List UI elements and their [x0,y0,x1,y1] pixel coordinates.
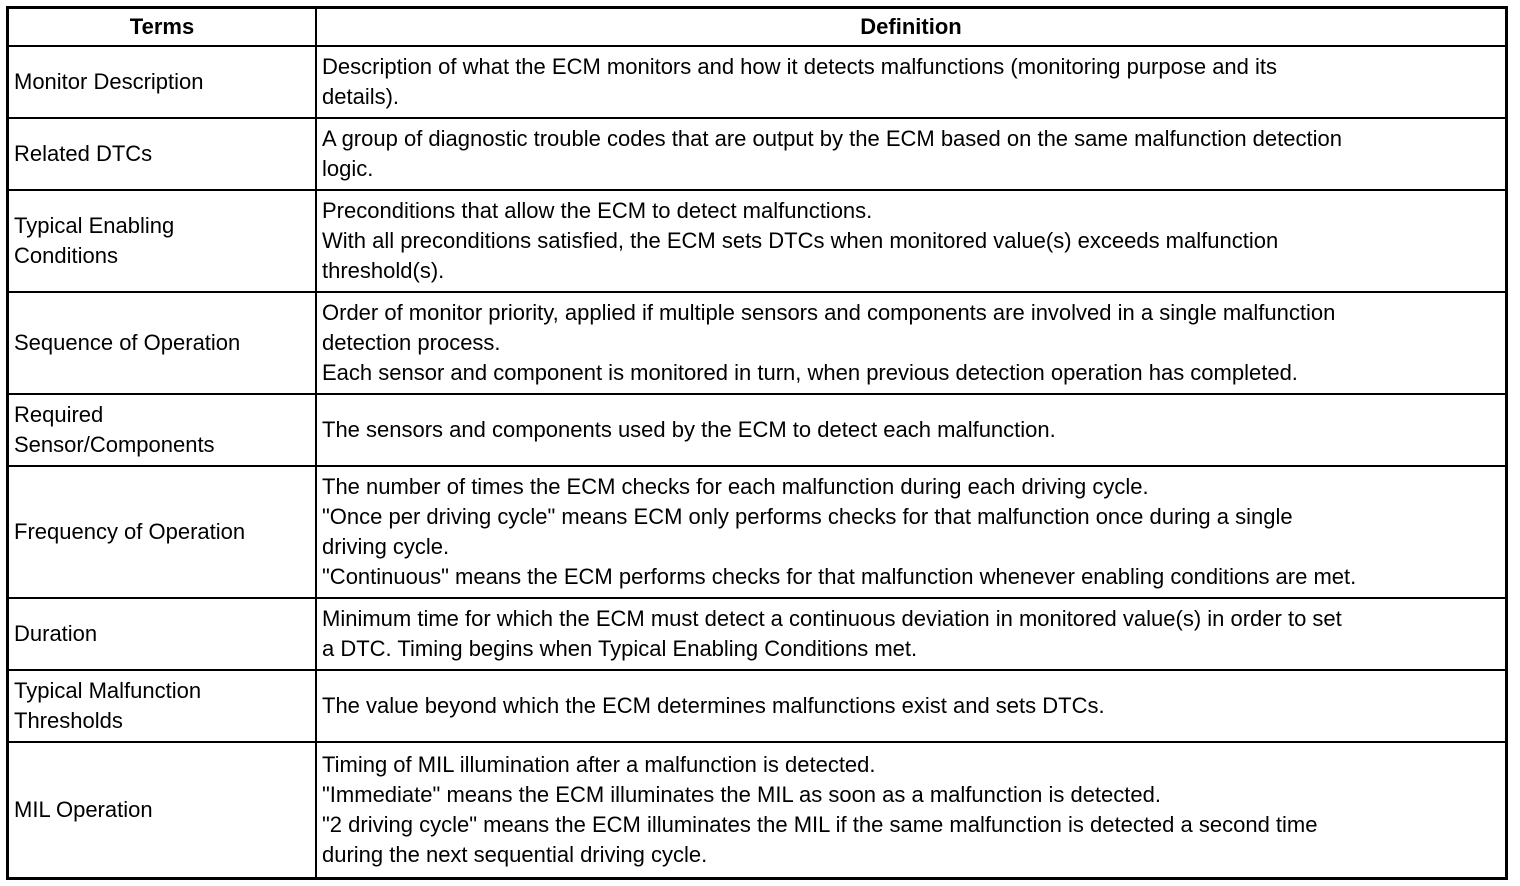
definition-cell [316,46,1505,118]
term-cell [9,118,316,190]
table-row [9,742,1505,877]
definition-cell [316,118,1505,190]
terms-definition-sheet [6,6,1508,880]
term-text: Conditions [14,243,118,268]
term-cell [9,190,316,292]
table-row [9,394,1505,466]
term-text: Thresholds [14,708,123,733]
definition-line: A group of diagnostic trouble codes that are output by the ECM based on the same malfunction detection [322,126,1342,151]
definition-cell [316,292,1505,394]
term-text: Required [14,402,104,427]
table-header-row [9,9,1505,46]
term-cell [9,394,316,466]
definition-line: threshold(s). [322,258,445,283]
table-row [9,292,1505,394]
definition-line: With all preconditions satisfied, the ECM sets DTCs when monitored value(s) exceeds malfunction [322,228,1279,253]
term-text: Sensor/Components [14,432,215,457]
term-cell [9,466,316,598]
term-text: Typical Malfunction [14,678,202,703]
term-text: MIL Operation [14,797,153,822]
definition-cell [316,394,1505,466]
definition-line: driving cycle. [322,534,450,559]
definition-line: Description of what the ECM monitors and how it detects malfunctions (monitoring purpose and its [322,54,1278,79]
definition-line: Order of monitor priority, applied if multiple sensors and components are involved in a single malfunction [322,300,1336,325]
definition-line: Each sensor and component is monitored in turn, when previous detection operation has completed. [322,360,1298,385]
table-row [9,190,1505,292]
definition-cell [316,742,1505,877]
definition-line: Timing of MIL illumination after a malfunction is detected. [322,752,876,777]
definition-line: logic. [322,156,374,181]
term-text: Frequency of Operation [14,519,246,544]
term-text: Duration [14,621,98,646]
term-cell [9,742,316,877]
definition-line: The number of times the ECM checks for each malfunction during each driving cycle. [322,474,1149,499]
table-row [9,46,1505,118]
definition-line: Minimum time for which the ECM must detect a continuous deviation in monitored value(s) in order to set [322,606,1342,631]
definition-line: detection process. [322,330,501,355]
definition-cell [316,466,1505,598]
definition-line: Preconditions that allow the ECM to detect malfunctions. [322,198,873,223]
definition-cell [316,598,1505,670]
definition-line: "Continuous" means the ECM performs checks for that malfunction whenever enabling conditions are met. [322,564,1357,589]
definition-line: "Once per driving cycle" means ECM only performs checks for that malfunction once during a single [322,504,1293,529]
term-text: Typical Enabling [14,213,175,238]
definition-line: "2 driving cycle" means the ECM illuminates the MIL if the same malfunction is detected a second time [322,812,1318,837]
definition-line: "Immediate" means the ECM illuminates the MIL as soon as a malfunction is detected. [322,782,1161,807]
column-header-terms: Terms [9,9,316,46]
definition-line: during the next sequential driving cycle. [322,842,708,867]
term-cell [9,292,316,394]
column-header-definition: Definition [316,9,1505,46]
definition-line: The value beyond which the ECM determines malfunctions exist and sets DTCs. [322,693,1105,718]
table-row [9,118,1505,190]
term-text: Related DTCs [14,141,153,166]
term-cell [9,670,316,742]
definition-cell [316,190,1505,292]
table-row [9,466,1505,598]
definition-line: a DTC. Timing begins when Typical Enabling Conditions met. [322,636,918,661]
table-row [9,598,1505,670]
term-text: Monitor Description [14,69,204,94]
term-cell [9,598,316,670]
term-text: Sequence of Operation [14,330,241,355]
definition-cell [316,670,1505,742]
definition-line: details). [322,84,400,109]
table-row [9,670,1505,742]
definition-line: The sensors and components used by the ECM to detect each malfunction. [322,417,1056,442]
terms-definition-table [9,9,1505,877]
term-cell [9,46,316,118]
